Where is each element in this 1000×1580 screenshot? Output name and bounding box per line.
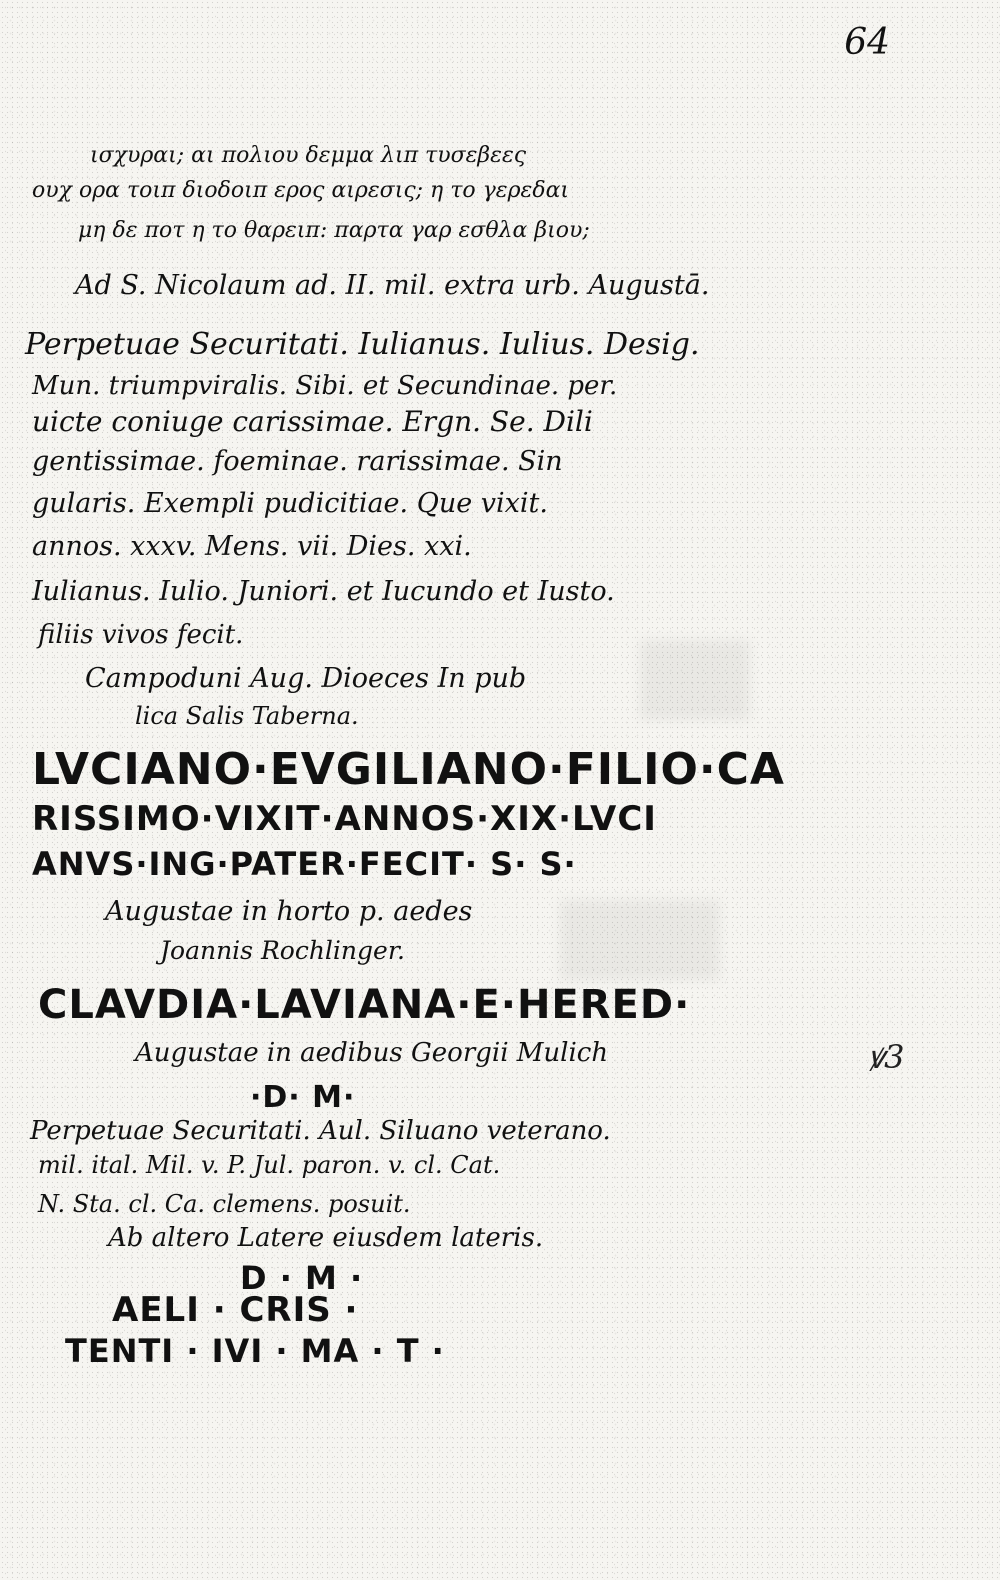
inscription-line: Mun. triumpviralis. Sibi. et Secundinae. per.	[32, 371, 618, 401]
inscription-line: N. Sta. cl. Ca. clemens. posuit.	[38, 1190, 411, 1218]
inscription-line: gentissimae. foeminae. rarissimae. Sin	[32, 446, 563, 477]
inscription-line: uicte coniuge carissimae. Ergn. Se. Dili	[32, 405, 593, 438]
heading-campoduni-cont: lica Salis Taberna.	[135, 702, 359, 730]
capital-inscription-line: LVCIANO·EVGILIANO·FILIO·CA	[32, 744, 785, 795]
ink-bleed-mark	[560, 900, 720, 980]
heading-augustae-horto-cont: Joannis Rochlinger.	[160, 936, 405, 965]
dm-line: ·D· M·	[250, 1080, 356, 1115]
dm-line: D · M ·	[240, 1259, 364, 1297]
heading-augustae-aedibus: Augustae in aedibus Georgii Mulich	[135, 1038, 609, 1068]
inscription-line: Perpetuae Securitati. Iulianus. Iulius. Desig.	[25, 327, 700, 362]
greek-line-1: ισχυραι; αι πολιου δεμμα λιπ τυσεβεες	[90, 143, 527, 168]
capital-inscription-line: ANVS·ING·PATER·FECIT· S· S·	[32, 845, 577, 883]
inscription-line: mil. ital. Mil. v. P. Jul. paron. v. cl. Cat.	[38, 1151, 501, 1179]
capital-inscription-line: TENTI · IVI · MA · T ·	[65, 1332, 445, 1370]
ink-bleed-mark	[640, 640, 750, 720]
capital-inscription-line: AELI · CRIS ·	[112, 1290, 359, 1330]
heading-ab-altero-latere: Ab altero Latere eiusdem lateris.	[108, 1223, 544, 1253]
folio-number: 64	[844, 22, 890, 63]
heading-ad-s-nicolaum: Ad S. Nicolaum ad. II. mil. extra urb. Augustā.	[75, 270, 710, 301]
capital-inscription-claudia: CLAVDIA·LAVIANA·E·HERED·	[38, 982, 691, 1028]
inscription-line: Perpetuae Securitati. Aul. Siluano veterano.	[30, 1116, 611, 1146]
greek-line-2: ουχ ορα τοιπ διοδοιπ ερος αιρεσις; η το γερεδαι	[32, 178, 570, 203]
inscription-line: gularis. Exempli pudicitiae. Que vixit.	[32, 488, 548, 519]
capital-inscription-line: RISSIMO·VIXIT·ANNOS·XIX·LVCI	[32, 799, 657, 839]
inscription-line: Iulianus. Iulio. Juniori. et Iucundo et Iusto.	[32, 576, 615, 607]
heading-augustae-horto: Augustae in horto p. aedes	[105, 896, 473, 927]
inscription-line: annos. xxxv. Mens. vii. Dies. xxi.	[32, 531, 472, 562]
heading-campoduni: Campoduni Aug. Dioeces In pub	[85, 663, 527, 694]
margin-annotation: ꝟ3	[868, 1038, 905, 1076]
greek-line-3: μη δε ποτ η το θαρειπ: παρτα γαρ εσθλα βιου;	[78, 218, 590, 243]
inscription-line: filiis vivos fecit.	[38, 620, 244, 650]
